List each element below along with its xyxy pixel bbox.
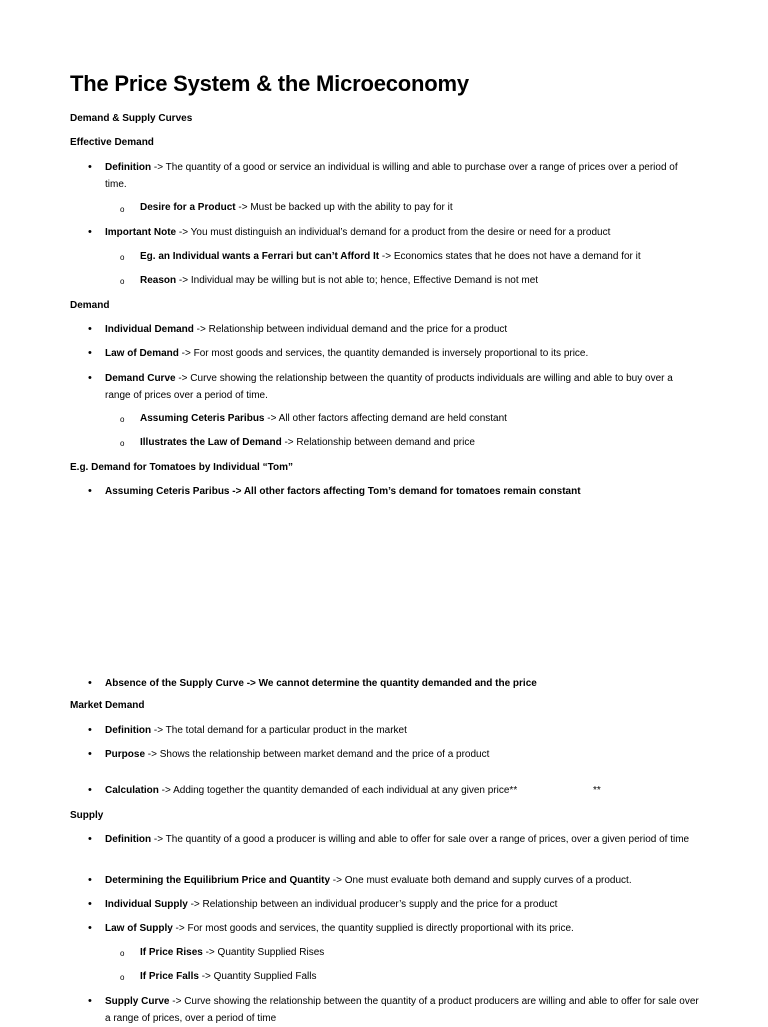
description: -> Relationship between an individual producer’s supply and the price for a product bbox=[187, 899, 558, 910]
bullet-icon bbox=[88, 323, 92, 335]
heading-demand-supply-curves: Demand & Supply Curves bbox=[70, 113, 193, 124]
heading-supply: Supply bbox=[70, 810, 104, 821]
sub-bullet-icon bbox=[120, 415, 124, 424]
demand-curve bbox=[105, 371, 700, 404]
sub-bullet-icon bbox=[120, 949, 124, 958]
term: Calculation bbox=[105, 785, 159, 796]
description: -> One must evaluate both demand and supply curves of a product. bbox=[330, 875, 632, 886]
bullet-icon bbox=[88, 677, 92, 689]
term: Individual Supply bbox=[105, 899, 188, 910]
supply-price-falls bbox=[140, 969, 700, 986]
heading-effective-demand: Effective Demand bbox=[70, 137, 154, 148]
effective-demand-ferrari bbox=[140, 249, 700, 266]
description: -> Quantity Supplied Rises bbox=[202, 947, 325, 958]
footnote-marker: ** bbox=[593, 785, 601, 796]
term: If Price Falls bbox=[140, 971, 199, 982]
sub-bullet-icon bbox=[120, 253, 124, 262]
demand-law bbox=[105, 346, 700, 363]
effective-demand-definition bbox=[105, 160, 700, 193]
sub-bullet-icon bbox=[120, 973, 124, 982]
bullet-icon bbox=[88, 784, 92, 796]
term: Individual Demand bbox=[105, 324, 194, 335]
description: -> The quantity of a good a producer is willing and able to offer for sale over a range of prices, over a given period of time bbox=[151, 834, 690, 845]
supply-definition bbox=[105, 832, 700, 849]
demand-individual bbox=[105, 322, 700, 339]
description: -> All other factors affecting demand are held constant bbox=[264, 413, 507, 424]
description: -> The quantity of a good or service an individual is willing and able to purchase over a range of prices over a period of time. bbox=[105, 162, 678, 190]
supply-law bbox=[105, 921, 700, 938]
heading-market-demand: Market Demand bbox=[70, 700, 145, 711]
description: -> Adding together the quantity demanded of each individual at any given price** bbox=[158, 785, 518, 796]
demand-ceteris-paribus bbox=[140, 411, 700, 428]
bullet-icon bbox=[88, 748, 92, 760]
term: Definition bbox=[105, 725, 152, 736]
supply-individual bbox=[105, 897, 700, 914]
bullet-icon bbox=[88, 724, 92, 736]
market-demand-calculation bbox=[105, 783, 545, 800]
description: -> Must be backed up with the ability to pay for it bbox=[235, 202, 453, 213]
market-demand-purpose bbox=[105, 747, 700, 764]
bullet-icon bbox=[88, 874, 92, 886]
sub-bullet-icon bbox=[120, 439, 124, 448]
description: -> Quantity Supplied Falls bbox=[198, 971, 317, 982]
description: -> The total demand for a particular product in the market bbox=[151, 725, 407, 736]
description: -> Curve showing the relationship between the quantity of products individuals are willing and able to buy over a range of prices over a period of time. bbox=[105, 373, 673, 401]
heading-demand: Demand bbox=[70, 300, 110, 311]
effective-demand-important-note bbox=[105, 225, 700, 242]
bullet-icon bbox=[88, 995, 92, 1007]
term: Law of Demand bbox=[105, 348, 179, 359]
term: Eg. an Individual wants a Ferrari but can’t Afford It bbox=[140, 251, 380, 262]
description: -> For most goods and services, the quantity supplied is directly proportional with its price. bbox=[172, 923, 574, 934]
description: -> Relationship between individual demand and the price for a product bbox=[193, 324, 508, 335]
heading-tomatoes: E.g. Demand for Tomatoes by Individual “Tom” bbox=[70, 462, 293, 473]
sub-bullet-icon bbox=[120, 277, 124, 286]
bullet-icon bbox=[88, 226, 92, 238]
description: -> Relationship between demand and price bbox=[281, 437, 475, 448]
term: Demand Curve bbox=[105, 373, 176, 384]
supply-equilibrium bbox=[105, 873, 700, 890]
term: Law of Supply bbox=[105, 923, 173, 934]
term: Purpose bbox=[105, 749, 146, 760]
description: -> Shows the relationship between market demand and the price of a product bbox=[145, 749, 490, 760]
sub-bullet-icon bbox=[120, 205, 124, 214]
description: -> For most goods and services, the quantity demanded is inversely proportional to its price. bbox=[178, 348, 589, 359]
page-title: The Price System & the Microeconomy bbox=[70, 71, 469, 96]
bullet-icon bbox=[88, 161, 92, 173]
effective-demand-reason bbox=[140, 273, 700, 290]
term: Definition bbox=[105, 834, 152, 845]
term: Important Note bbox=[105, 227, 177, 238]
description: -> You must distinguish an individual’s demand for a product from the desire or need for a product bbox=[176, 227, 611, 238]
bullet-icon bbox=[88, 485, 92, 497]
term: If Price Rises bbox=[140, 947, 203, 958]
term: Desire for a Product bbox=[140, 202, 236, 213]
supply-curve bbox=[105, 994, 700, 1027]
bullet-icon bbox=[88, 922, 92, 934]
bullet-icon bbox=[88, 347, 92, 359]
description: -> Curve showing the relationship between the quantity of a product producers are willing and able to offer for sale over a range of prices, over a period of time bbox=[105, 996, 699, 1024]
term: Reason bbox=[140, 275, 177, 286]
supply-price-rises bbox=[140, 945, 700, 962]
term: Supply Curve bbox=[105, 996, 170, 1007]
bullet-icon bbox=[88, 372, 92, 384]
tomatoes-absence-supply-curve: Absence of the Supply Curve -> We cannot determine the quantity demanded and the price bbox=[105, 678, 537, 689]
term: Illustrates the Law of Demand bbox=[140, 437, 282, 448]
effective-demand-desire bbox=[140, 200, 700, 217]
chart-placeholder bbox=[70, 502, 698, 670]
description: -> Economics states that he does not have a demand for it bbox=[379, 251, 641, 262]
tomatoes-ceteris-paribus: Assuming Ceteris Paribus -> All other factors affecting Tom’s demand for tomatoes remain constant bbox=[105, 486, 581, 497]
bullet-icon bbox=[88, 833, 92, 845]
bullet-icon bbox=[88, 898, 92, 910]
market-demand-definition bbox=[105, 723, 700, 740]
term: Assuming Ceteris Paribus bbox=[140, 413, 265, 424]
term: Definition bbox=[105, 162, 152, 173]
description: -> Individual may be willing but is not able to; hence, Effective Demand is not met bbox=[176, 275, 539, 286]
term: Determining the Equilibrium Price and Quantity bbox=[105, 875, 331, 886]
demand-illustrates bbox=[140, 435, 700, 452]
